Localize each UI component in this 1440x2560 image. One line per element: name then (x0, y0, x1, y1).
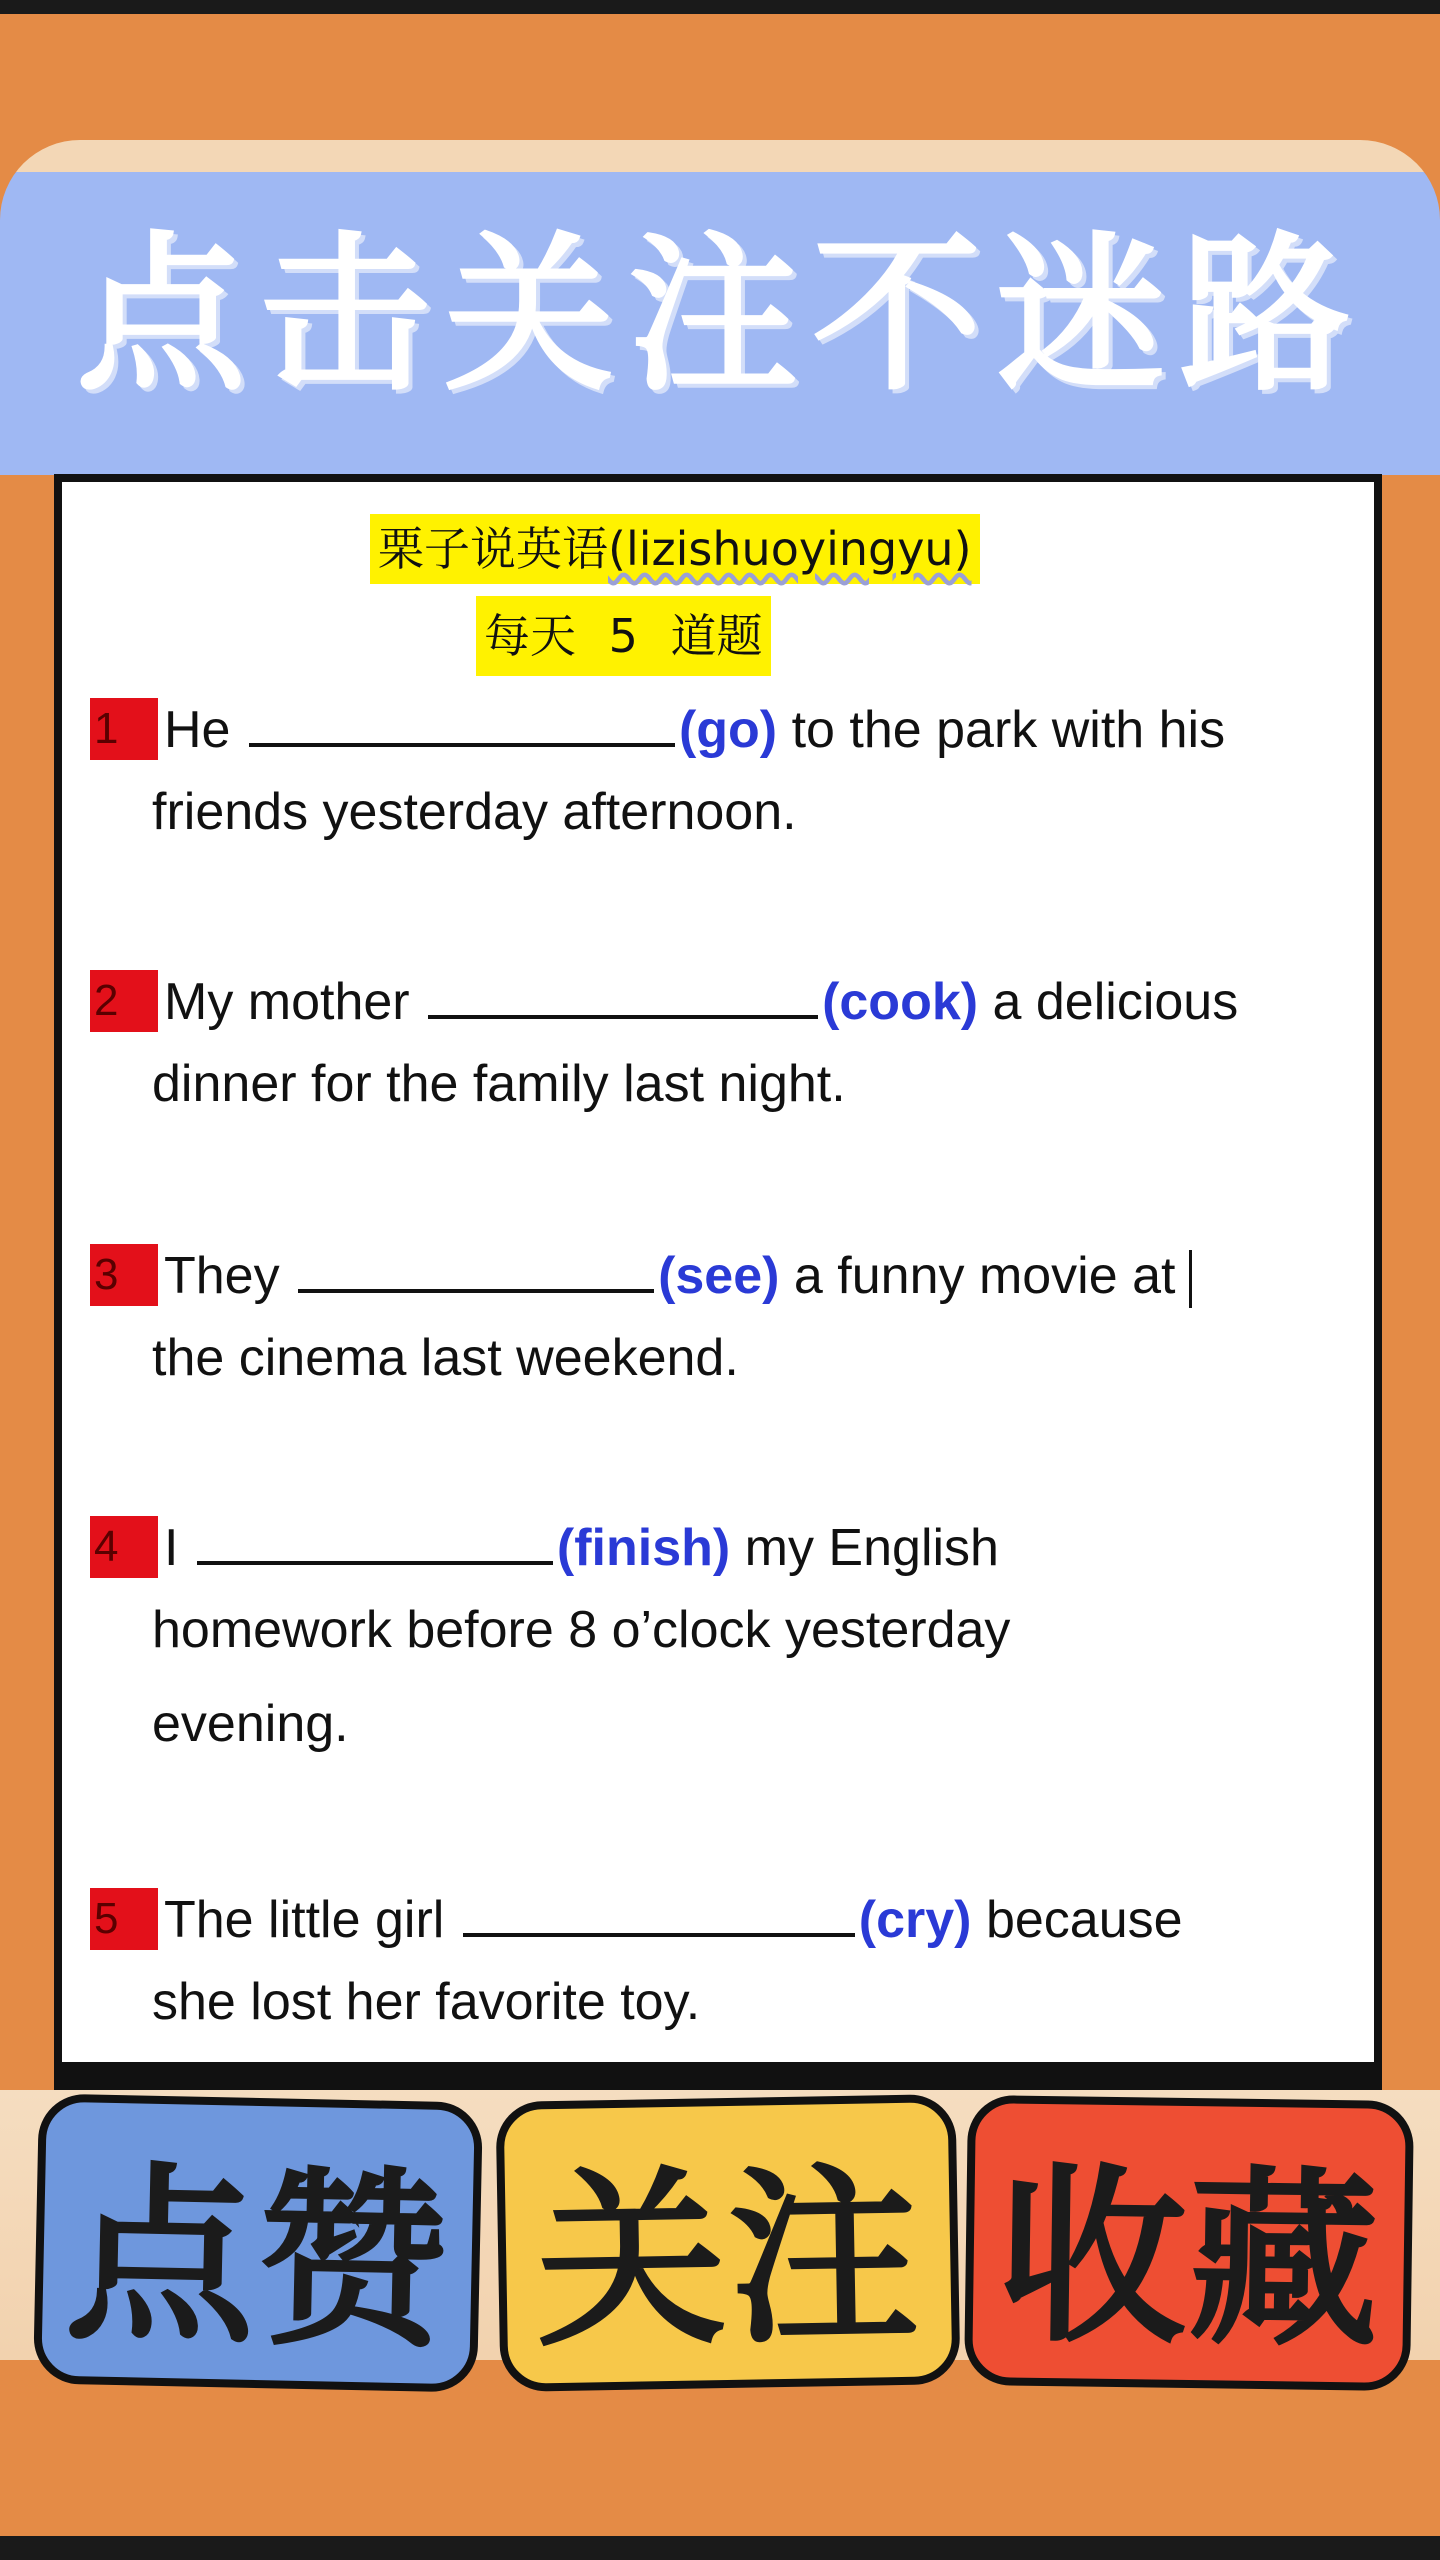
question-number: 3 (90, 1244, 158, 1306)
card-bottom-border (54, 2062, 1382, 2090)
like-button[interactable]: 点赞 (33, 2093, 483, 2392)
question-continuation: friends yesterday afternoon. (152, 783, 797, 841)
top-border (0, 0, 1440, 14)
verb-hint: (cry) (858, 1891, 972, 1949)
answer-blank[interactable] (463, 1883, 855, 1937)
answer-blank[interactable] (428, 965, 818, 1019)
bottom-border (0, 2536, 1440, 2560)
question-text: My mother (164, 973, 410, 1031)
save-button[interactable]: 收藏 (964, 2095, 1414, 2391)
question-text: a funny movie at (793, 1247, 1176, 1305)
answer-blank[interactable] (298, 1239, 654, 1293)
question-continuation: dinner for the family last night. (152, 1055, 846, 1113)
question-text: my English (744, 1519, 999, 1577)
question-continuation: the cinema last weekend. (152, 1329, 739, 1387)
question-continuation: evening. (152, 1695, 349, 1753)
brand-title (370, 514, 980, 584)
question-continuation: she lost her favorite toy. (152, 1973, 701, 2031)
answer-blank[interactable] (197, 1511, 553, 1565)
question-text: a delicious (992, 973, 1239, 1031)
question-number: 1 (90, 698, 158, 760)
question-text: to the park with his (791, 701, 1226, 759)
question-text: because (985, 1891, 1183, 1949)
text-cursor (1189, 1250, 1192, 1308)
question-number: 2 (90, 970, 158, 1032)
verb-hint: (see) (658, 1247, 780, 1305)
daily-subtitle: 每天 5 道题 (476, 596, 771, 676)
brand-name: 栗子说英语 (378, 522, 608, 576)
question-text: He (164, 701, 231, 759)
question-number: 5 (90, 1888, 158, 1950)
question-continuation: homework before 8 o’clock yesterday (152, 1601, 1011, 1659)
question-text: The little girl (164, 1891, 445, 1949)
answer-blank[interactable] (249, 693, 675, 747)
follow-button[interactable]: 关注 (496, 2094, 961, 2392)
verb-hint: (go) (678, 701, 778, 759)
verb-hint: (finish) (556, 1519, 731, 1577)
brand-handle: (lizishuoyingyu) (608, 522, 972, 576)
verb-hint: (cook) (822, 973, 979, 1031)
question-text: I (164, 1519, 179, 1577)
question-number: 4 (90, 1516, 158, 1578)
follow-banner-title[interactable]: 点击关注不迷路 (75, 216, 1364, 415)
question-text: They (164, 1247, 280, 1305)
